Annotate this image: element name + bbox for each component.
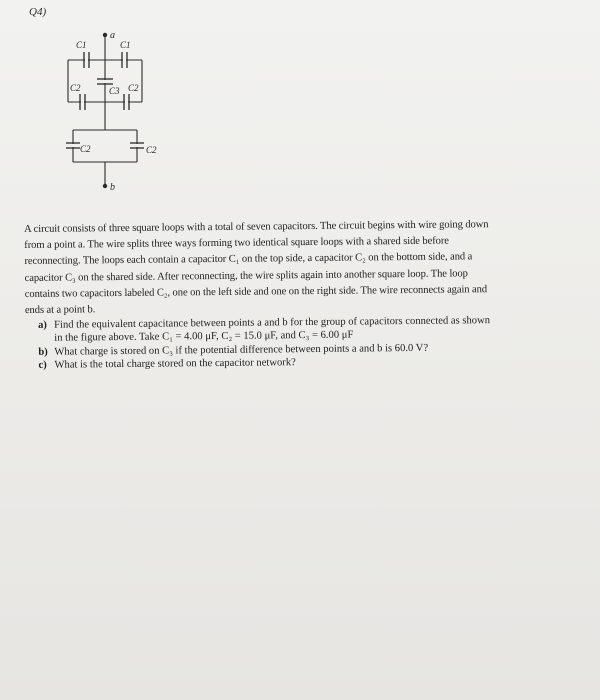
question-number: Q4) bbox=[29, 6, 47, 18]
problem-description bbox=[24, 216, 581, 319]
circuit-svg bbox=[40, 22, 210, 202]
description-line: A circuit consists of three square loops with a total of seven capacitors. The circuit begins with wire going down bbox=[24, 219, 489, 235]
label-a: a bbox=[110, 30, 115, 41]
sub-questions bbox=[25, 313, 582, 372]
label-c2-right: C2 bbox=[128, 83, 139, 93]
question-label: c) bbox=[38, 359, 47, 371]
question-label: b) bbox=[38, 346, 48, 358]
point-b-dot bbox=[103, 184, 107, 188]
question-line: What charge is stored on C₃ if the potential difference between points a and b is 60.0 V? bbox=[54, 342, 429, 358]
label-b: b bbox=[110, 182, 115, 193]
label-c2-lower-left: C2 bbox=[80, 144, 91, 154]
label-c2-left: C2 bbox=[70, 83, 81, 93]
label-c1-left: C1 bbox=[76, 40, 87, 50]
point-a-dot bbox=[103, 33, 107, 37]
label-c2-lower-right: C2 bbox=[146, 145, 157, 155]
description-line: ends at a point b. bbox=[24, 304, 96, 317]
label-c3: C3 bbox=[109, 86, 120, 96]
description-line: contains two capacitors labeled C₂, one on the left side and one on the right side. The wire reconnects again and bbox=[24, 283, 488, 300]
question-line: What is the total charge stored on the capacitor network? bbox=[54, 356, 296, 371]
label-c1-right: C1 bbox=[120, 40, 131, 50]
question-label: a) bbox=[38, 319, 47, 332]
problem-text bbox=[24, 216, 582, 372]
circuit-diagram bbox=[40, 22, 210, 202]
description-line: capacitor C₃ on the shared side. After reconnecting, the wire splits again into another square loop. The loop bbox=[24, 267, 468, 284]
description-line: from a point a. The wire splits three ways forming two identical square loops with a shared side before bbox=[24, 235, 449, 252]
question-line: in the figure above. Take C₁ = 4.00 μF, C₂ = 15.0 μF, and C₃ = 6.00 μF bbox=[54, 329, 354, 345]
description-line: reconnecting. The loops each contain a capacitor C₁ on the top side, a capacitor C₂ on the bottom side, and a bbox=[24, 251, 473, 268]
question-line: Find the equivalent capacitance between points a and b for the group of capacitors connected as shown bbox=[54, 315, 491, 331]
